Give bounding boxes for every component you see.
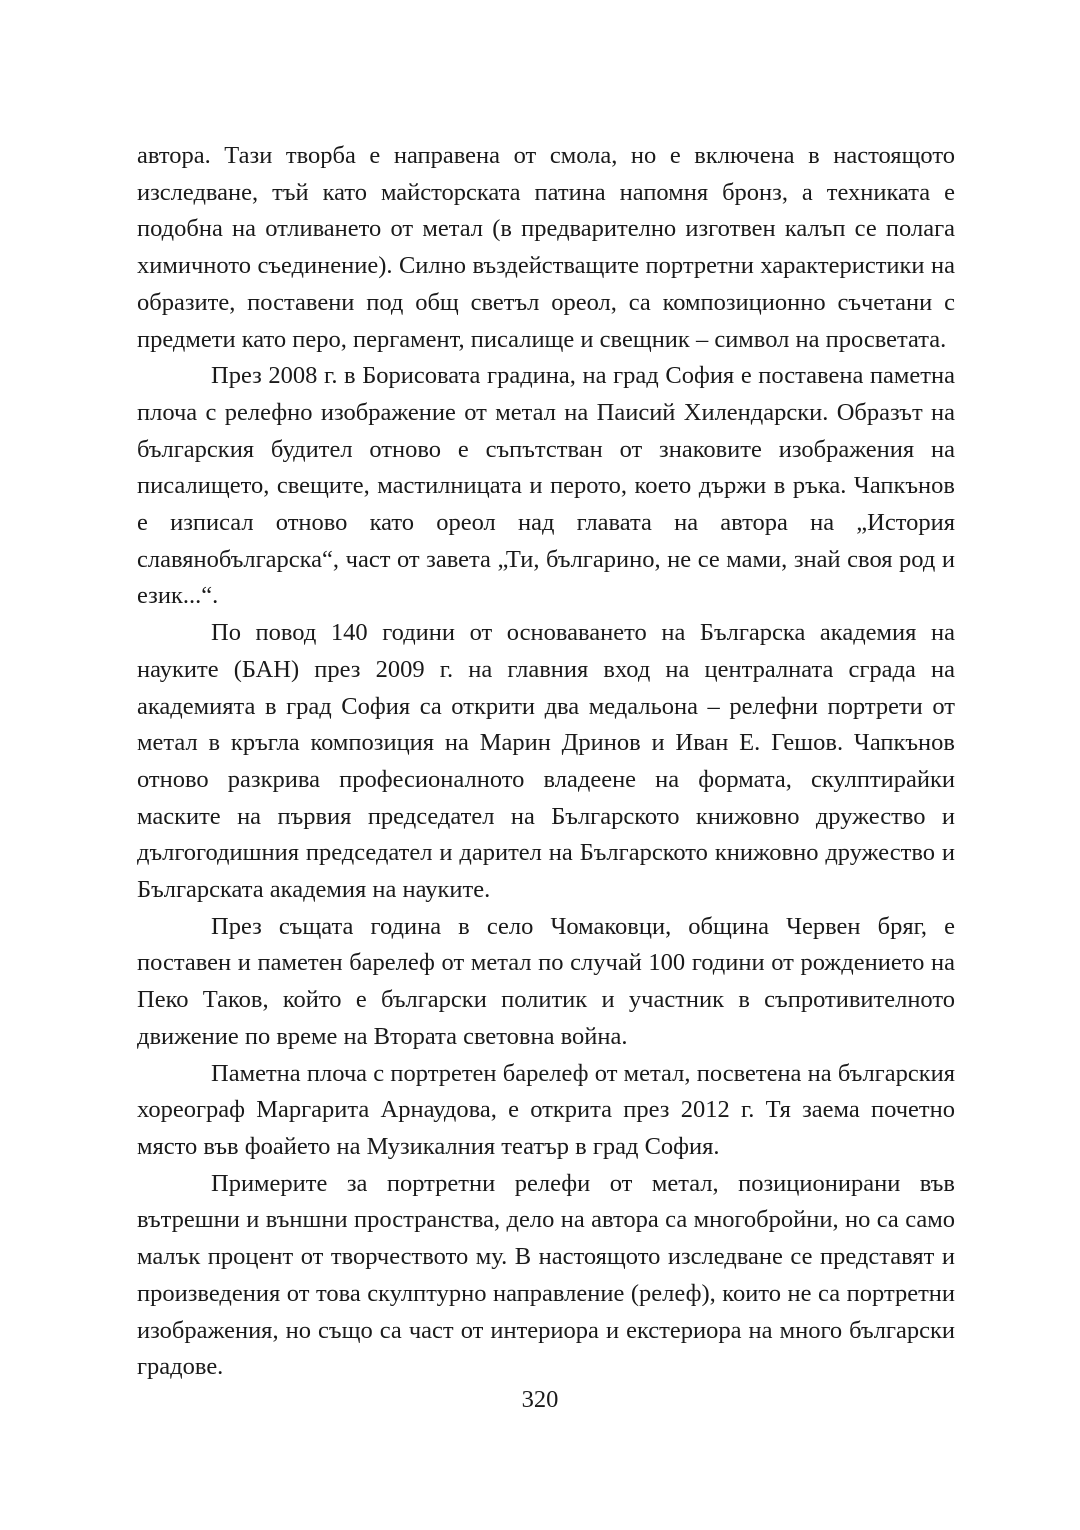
paragraph-arnaudova-plaque: Паметна плоча с портретен барелеф от метал, посветена на българския хореограф Маргарита Арнаудова, е открита през 2012 г. Тя заема почетно място във фоайето на Музикалния театър в град София. [137,1059,955,1160]
paragraph-chomakovtsi-relief: През същата година в село Чомаковци, община Червен бряг, е поставен и паметен барелеф от метал по случай 100 години от рождението на Пеко Таков, който е български политик и участник в съпротивителното движение по време на Втората световна война. [137,912,955,1050]
paragraph-ban-medallions: По повод 140 години от основаването на Българска академия на науките (БАН) през 2009 г. на главния вход на централната сграда на академията в град София са открити два медальона – релефни портрети от метал в кръгла композиция на Марин Дринов и Иван Е. Гешов. Чапкънов отново разкрива професионалното владеене на формата, скулптирайки маските на първия председател на Българското книжовно дружество и дългогодишния председател и дарител на Българското книжовно дружество и Българската академия на науките. [137,619,955,904]
paragraph-conclusion: Примерите за портретни релефи от метал, позиционирани във вътрешни и външни пространства, дело на автора са многобройни, но са само малък процент от творчеството му. В настоящото изследване се представят и произведения от това скулптурно направление (релеф), които не са портретни изображения, но също са част от интериора и екстериора на много български градове. [137,1169,955,1381]
paragraph-continuation: автора. Тази творба е направена от смола, но е включена в настоящото изследване, тъй като майсторската патина напомня бронз, а техниката е подобна на отливането от метал (в предварително изготвен калъп се полага химичното съединение). Силно въздействащите портретни характеристики на образите, поставени под общ светъл ореол, са композиционно съчетани с предмети като перо, пергамент, писалище и свещник – символ на просветата. [137,142,955,353]
paragraph-paisiy-plaque: През 2008 г. в Борисовата градина, на град София е поставена паметна плоча с релефно изображение от метал на Паисий Хилендарски. Образът на българския будител отново е съпътстван от знаковите изображения на писалището, свещите, мастилницата и перото, което държи в ръка. Чапкънов е изписал отново като ореол над главата на автора на „История славянобългарска“, част от завета „Ти, българино, не се мами, знай своя род и език...“. [137,362,955,610]
body-text [137,138,955,1386]
page-number: 320 [521,1386,559,1413]
